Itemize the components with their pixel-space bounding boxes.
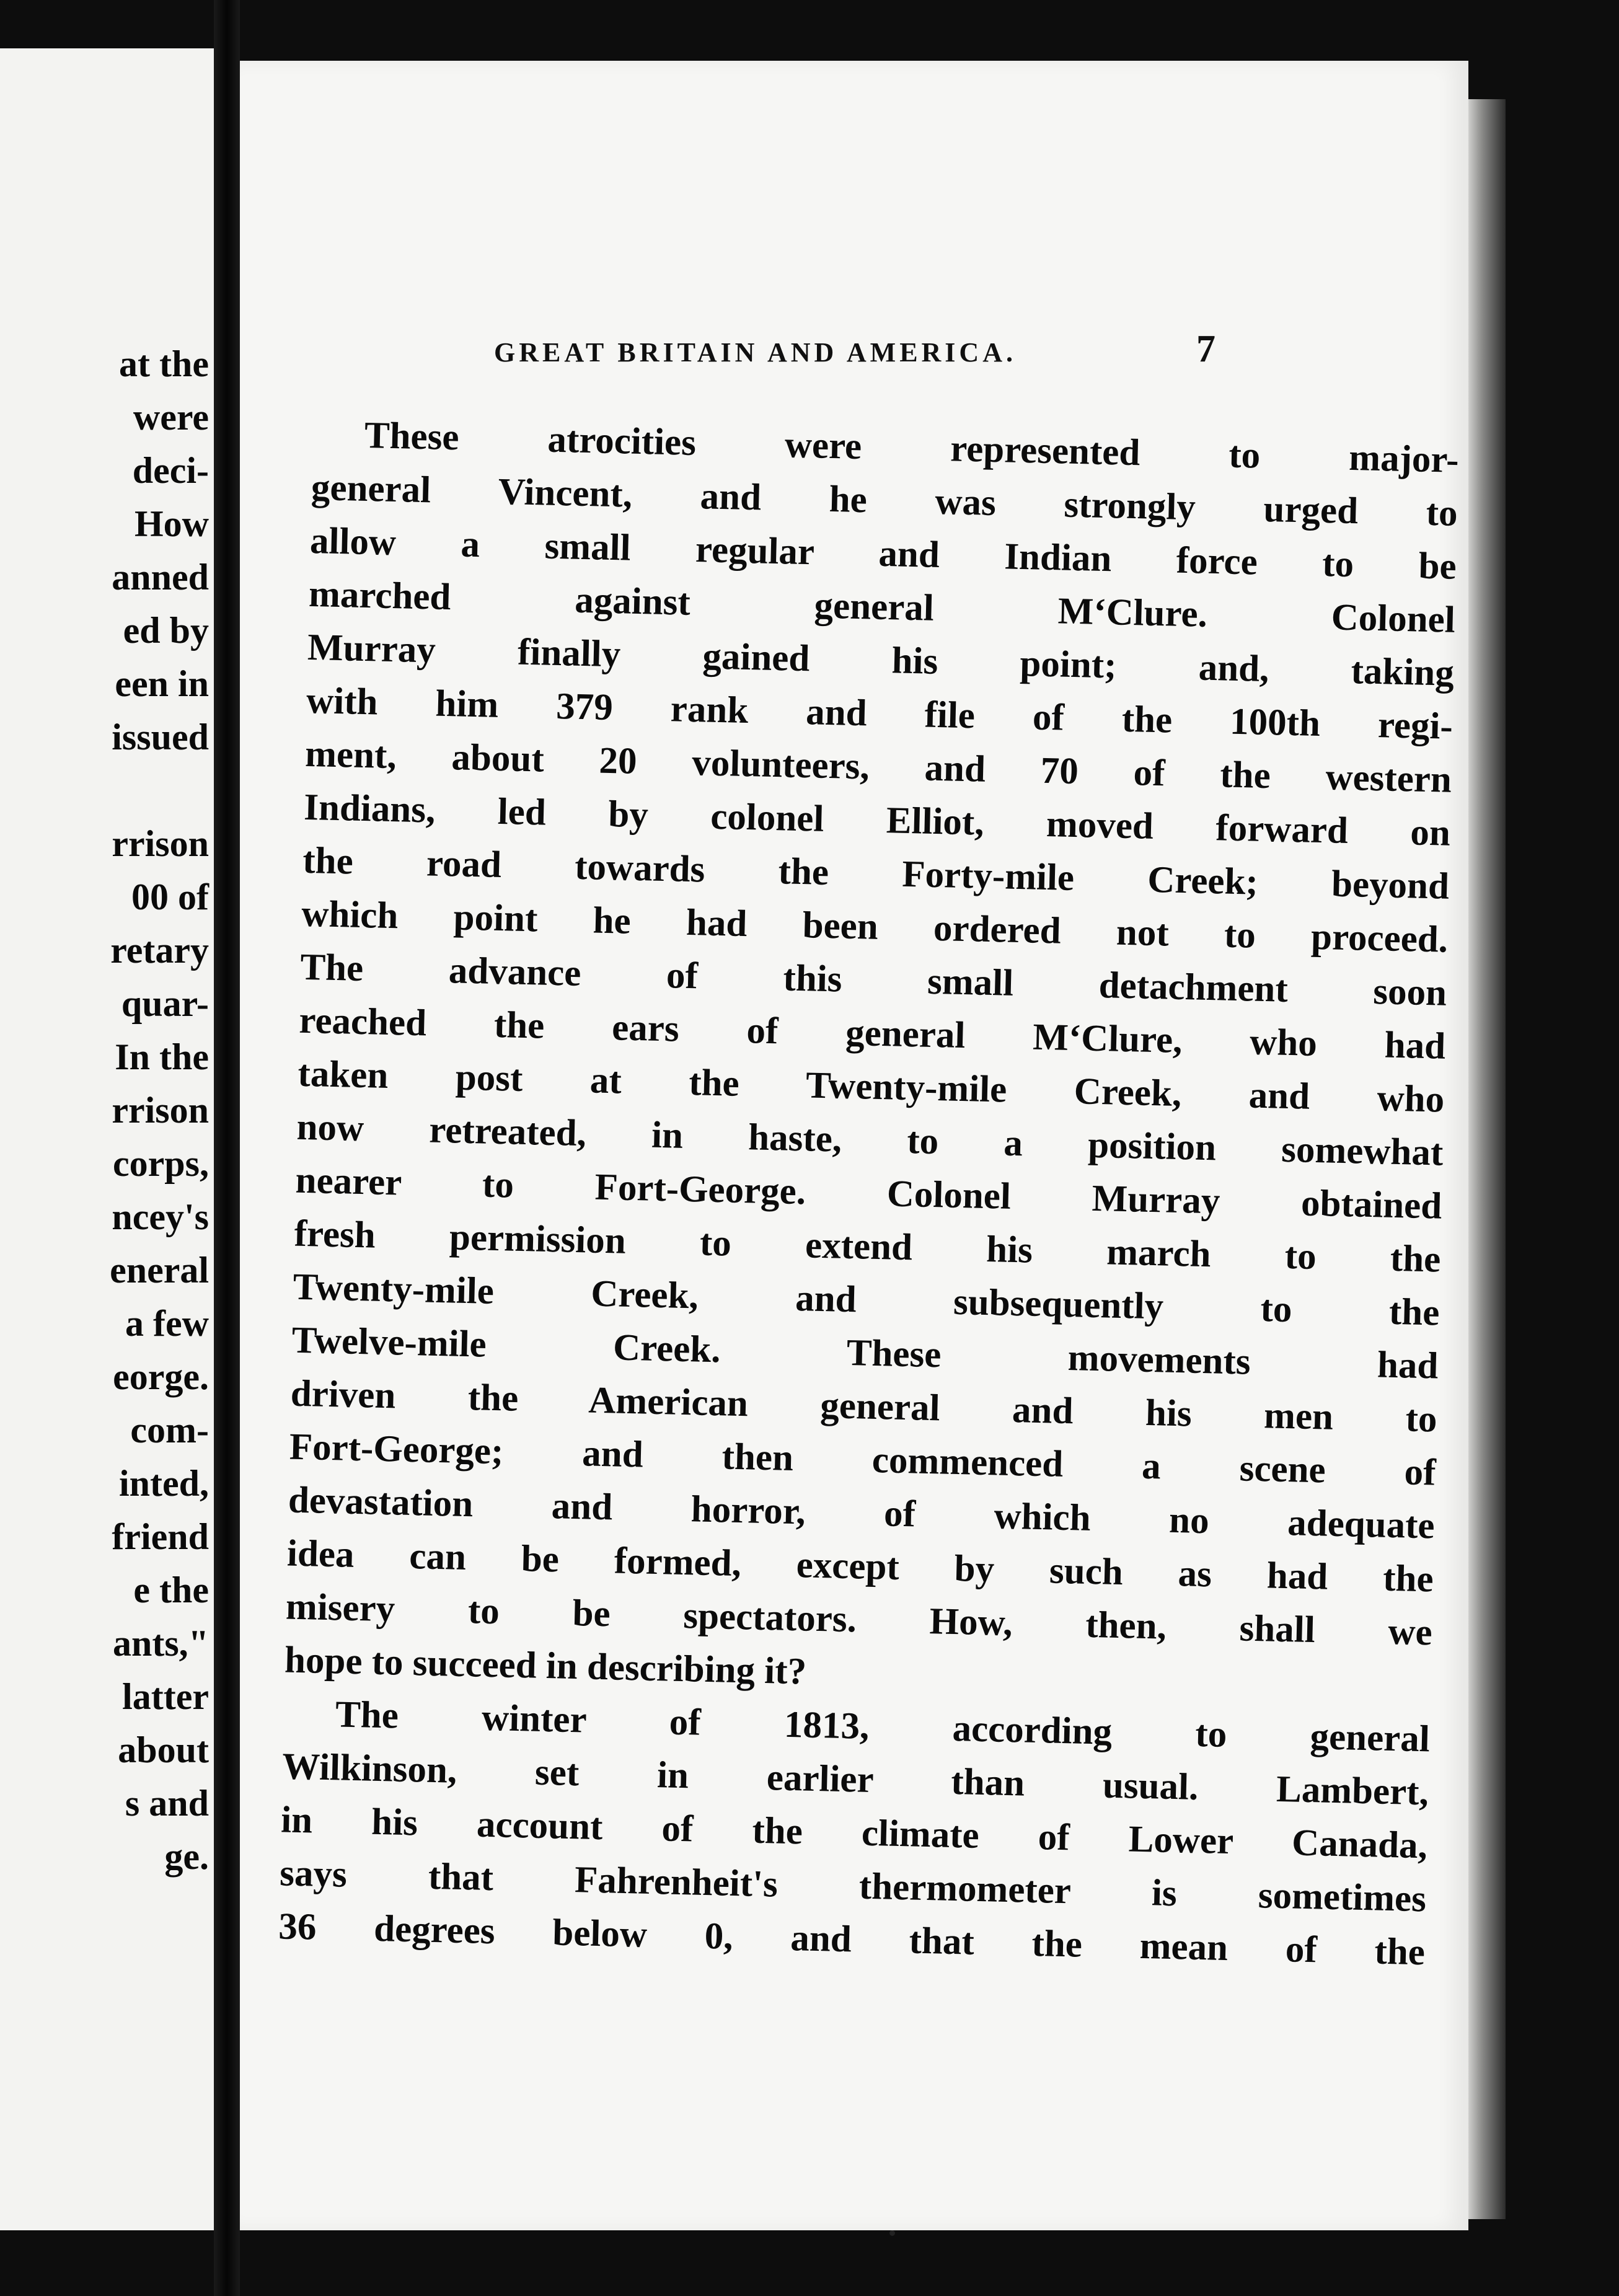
text-line: general Vincent, and he was strongly urged to (311, 466, 1458, 534)
facing-line: com- (130, 1410, 209, 1450)
facing-line: eorge. (113, 1356, 209, 1397)
text-line: These atrocities were represented to major- (364, 414, 1460, 481)
facing-line: about (118, 1729, 209, 1770)
text-line: Murray finally gained his point; and, taking (307, 626, 1455, 694)
facing-line: retary (110, 930, 209, 971)
facing-line: friend (112, 1516, 209, 1557)
running-head: GREAT BRITAIN AND AMERICA. (494, 337, 1017, 368)
facing-line: quar- (121, 983, 209, 1024)
text-line: reached the ears of general M‘Clure, who had (298, 999, 1446, 1067)
text-line: fresh permission to extend his march to the (294, 1212, 1442, 1281)
facing-line: inted, (118, 1463, 209, 1504)
facing-line: issued (112, 717, 209, 757)
text-line: hope to succeed in describing it? (284, 1639, 807, 1693)
text-line: Indians, led by colonel Elliot, moved forward on (303, 786, 1451, 854)
print-speck (889, 2230, 895, 2236)
facing-line: s and (125, 1783, 209, 1824)
book-gutter (214, 0, 240, 2296)
text-line: 36 degrees below 0, and that the mean of the (278, 1905, 1426, 1974)
text-line: driven the American general and his men to (290, 1372, 1438, 1441)
book-page (240, 61, 1468, 2230)
facing-line: e the (133, 1570, 209, 1610)
facing-line: rrison (112, 1090, 209, 1131)
facing-line: eneral (110, 1250, 209, 1291)
facing-line: corps, (113, 1143, 209, 1184)
facing-line: at the (119, 343, 209, 384)
facing-line: How (135, 503, 209, 544)
facing-line: deci- (132, 450, 209, 491)
text-line: idea can be formed, except by such as had the (286, 1532, 1434, 1601)
facing-line: ants," (112, 1623, 209, 1664)
text-line: The advance of this small detachment soon (299, 946, 1447, 1014)
facing-line: anned (112, 557, 209, 598)
text-line: with him 379 rank and file of the 100th regi- (306, 679, 1454, 748)
text-line: devastation and horror, of which no adequate (288, 1479, 1436, 1547)
facing-line: 00 of (131, 876, 209, 917)
text-line: the road towards the Forty-mile Creek; beyond (302, 839, 1450, 907)
text-line: misery to be spectators. How, then, shall we (285, 1586, 1433, 1654)
facing-line: latter (122, 1676, 209, 1717)
text-line: Wilkinson, set in earlier than usual. Lambert, (281, 1746, 1429, 1814)
text-line: taken post at the Twenty-mile Creek, and who (297, 1053, 1445, 1121)
text-line: The winter of 1813, according to general (335, 1693, 1431, 1760)
facing-page-text (110, 337, 209, 1883)
text-line: now retreated, in haste, to a position somewhat (296, 1106, 1444, 1174)
facing-line: a few (125, 1303, 209, 1344)
page-body-text (278, 408, 1460, 1974)
text-line: in his account of the climate of Lower Canada, (280, 1799, 1428, 1867)
facing-line: In the (115, 1036, 209, 1077)
facing-line: ge. (164, 1836, 209, 1877)
facing-line (110, 764, 209, 817)
text-line: marched against general M‘Clure. Colonel (308, 573, 1456, 641)
facing-line: een in (115, 663, 209, 704)
facing-line: rrison (112, 823, 209, 864)
text-line: ment, about 20 volunteers, and 70 of the western (304, 733, 1452, 801)
page-edge-shadow (1468, 99, 1506, 2219)
page-number: 7 (1196, 328, 1215, 370)
facing-line: ed by (123, 610, 209, 651)
text-line: Fort-George; and then commenced a scene of (289, 1426, 1437, 1494)
text-line: Twenty-mile Creek, and subsequently to the (293, 1266, 1440, 1334)
text-line: says that Fahrenheit's thermometer is sometimes (279, 1852, 1427, 1920)
text-line: Twelve-mile Creek. These movements had (291, 1319, 1439, 1387)
facing-line: were (133, 397, 209, 438)
facing-line: ncey's (112, 1196, 209, 1237)
facing-page (0, 48, 214, 2230)
text-line: which point he had been ordered not to proceed. (301, 893, 1449, 961)
text-line: allow a small regular and Indian force to be (309, 519, 1457, 588)
text-line: nearer to Fort-George. Colonel Murray obtained (294, 1159, 1443, 1227)
